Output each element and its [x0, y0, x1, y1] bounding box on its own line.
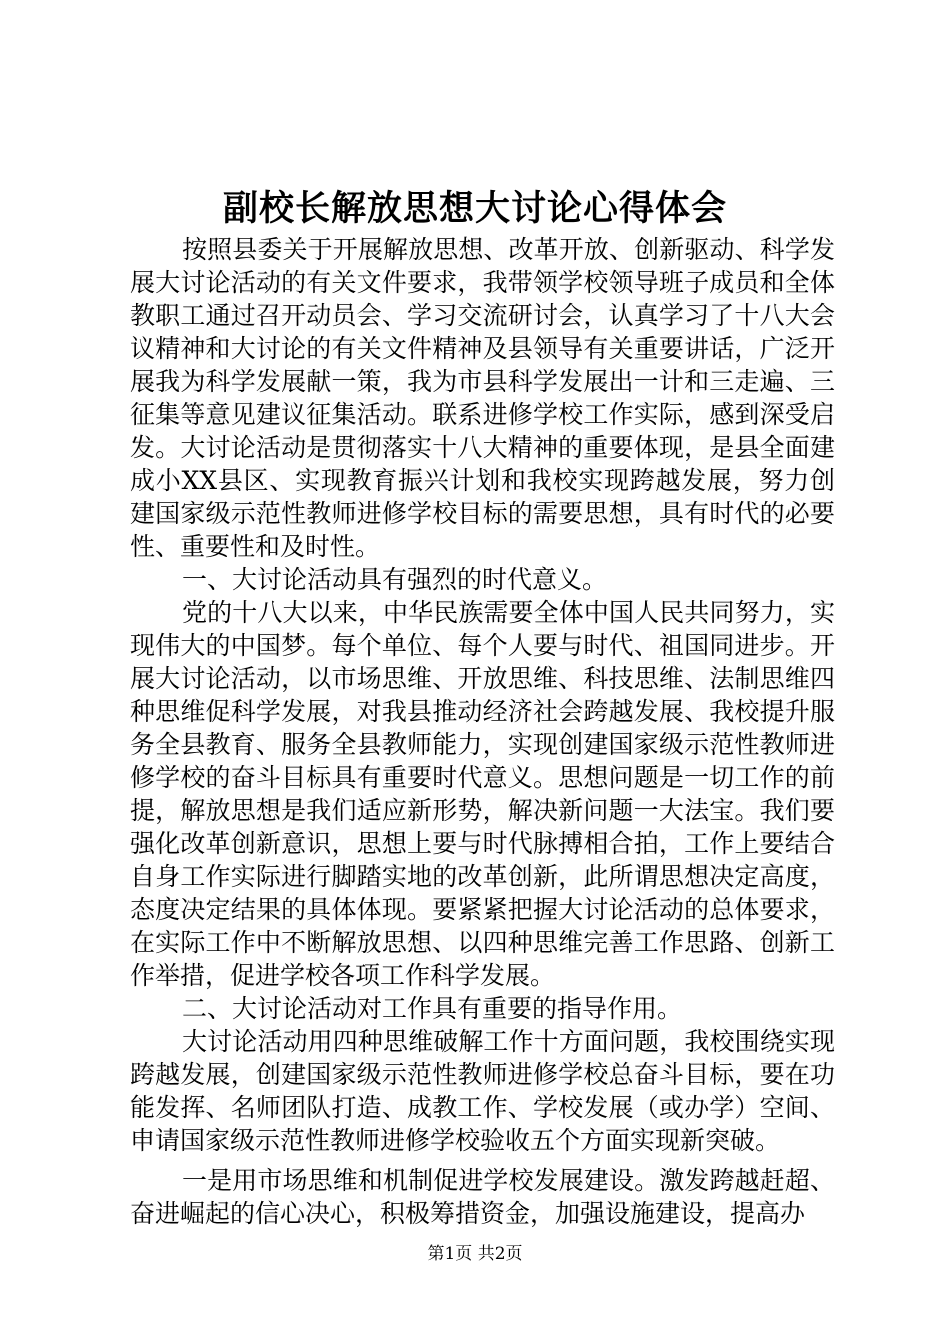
paragraph-section-1: 党的十八大以来，中华民族需要全体中国人民共同努力，实现伟大的中国梦。每个单位、每个人要与时代、祖国同进步。开展大讨论活动，以市场思维、开放思维、科技思维、法制思维四种思维促科学发展，对我县推动经济社会跨越发展、我校提升服务全县教育、服务全县教师能力，实现创建国家级示范性教师进修学校的奋斗目标具有重要时代意义。思想问题是一切工作的前提，解放思想是我们适应新形势，解决新问题一大法宝。我们要强化改革创新意识，思想上要与时代脉搏相合拍，工作上要结合自身工作实际进行脚踏实地的改革创新，此所谓思想决定高度，态度决定结果的具体体现。要紧紧把握大讨论活动的总体要求，在实际工作中不断解放思想、以四种思维完善工作思路、创新工作举措，促进学校各项工作科学发展。: [130, 598, 835, 990]
paragraph-intro: 按照县委关于开展解放思想、改革开放、创新驱动、科学发展大讨论活动的有关文件要求，我带领学校领导班子成员和全体教职工通过召开动员会、学习交流研讨会，认真学习了十八大会议精神和大讨论的有关文件精神及县领导有关重要讲话，广泛开展我为科学发展献一策，我为市县科学发展出一计和三走遍、三征集等意见建议征集活动。联系进修学校工作实际，感到深受启发。大讨论活动是贯彻落实十八大精神的重要体现，是县全面建成小XX县区、实现教育振兴计划和我校实现跨越发展，努力创建国家级示范性教师进修学校目标的需要思想，具有时代的必要性、重要性和及时性。: [130, 235, 835, 561]
paragraph-point-1: 一是用市场思维和机制促进学校发展建设。激发跨越赶超、奋进崛起的信心决心，积极筹措资金，加强设施建设，提高办: [130, 1166, 835, 1228]
document-title: 副校长解放思想大讨论心得体会: [222, 188, 727, 229]
document-body: [130, 233, 835, 1230]
page-footer: 第1页 共2页: [427, 1244, 523, 1264]
section-heading-2: 二、大讨论活动对工作具有重要的指导作用。: [182, 994, 683, 1023]
paragraph-section-2: 大讨论活动用四种思维破解工作十方面问题，我校围绕实现跨越发展，创建国家级示范性教师进修学校总奋斗目标，要在功能发挥、名师团队打造、成教工作、学校发展（或办学）空间、申请国家级示范性教师进修学校验收五个方面实现新突破。: [130, 1027, 835, 1155]
section-heading-1: 一、大讨论活动具有强烈的时代意义。: [182, 565, 608, 594]
